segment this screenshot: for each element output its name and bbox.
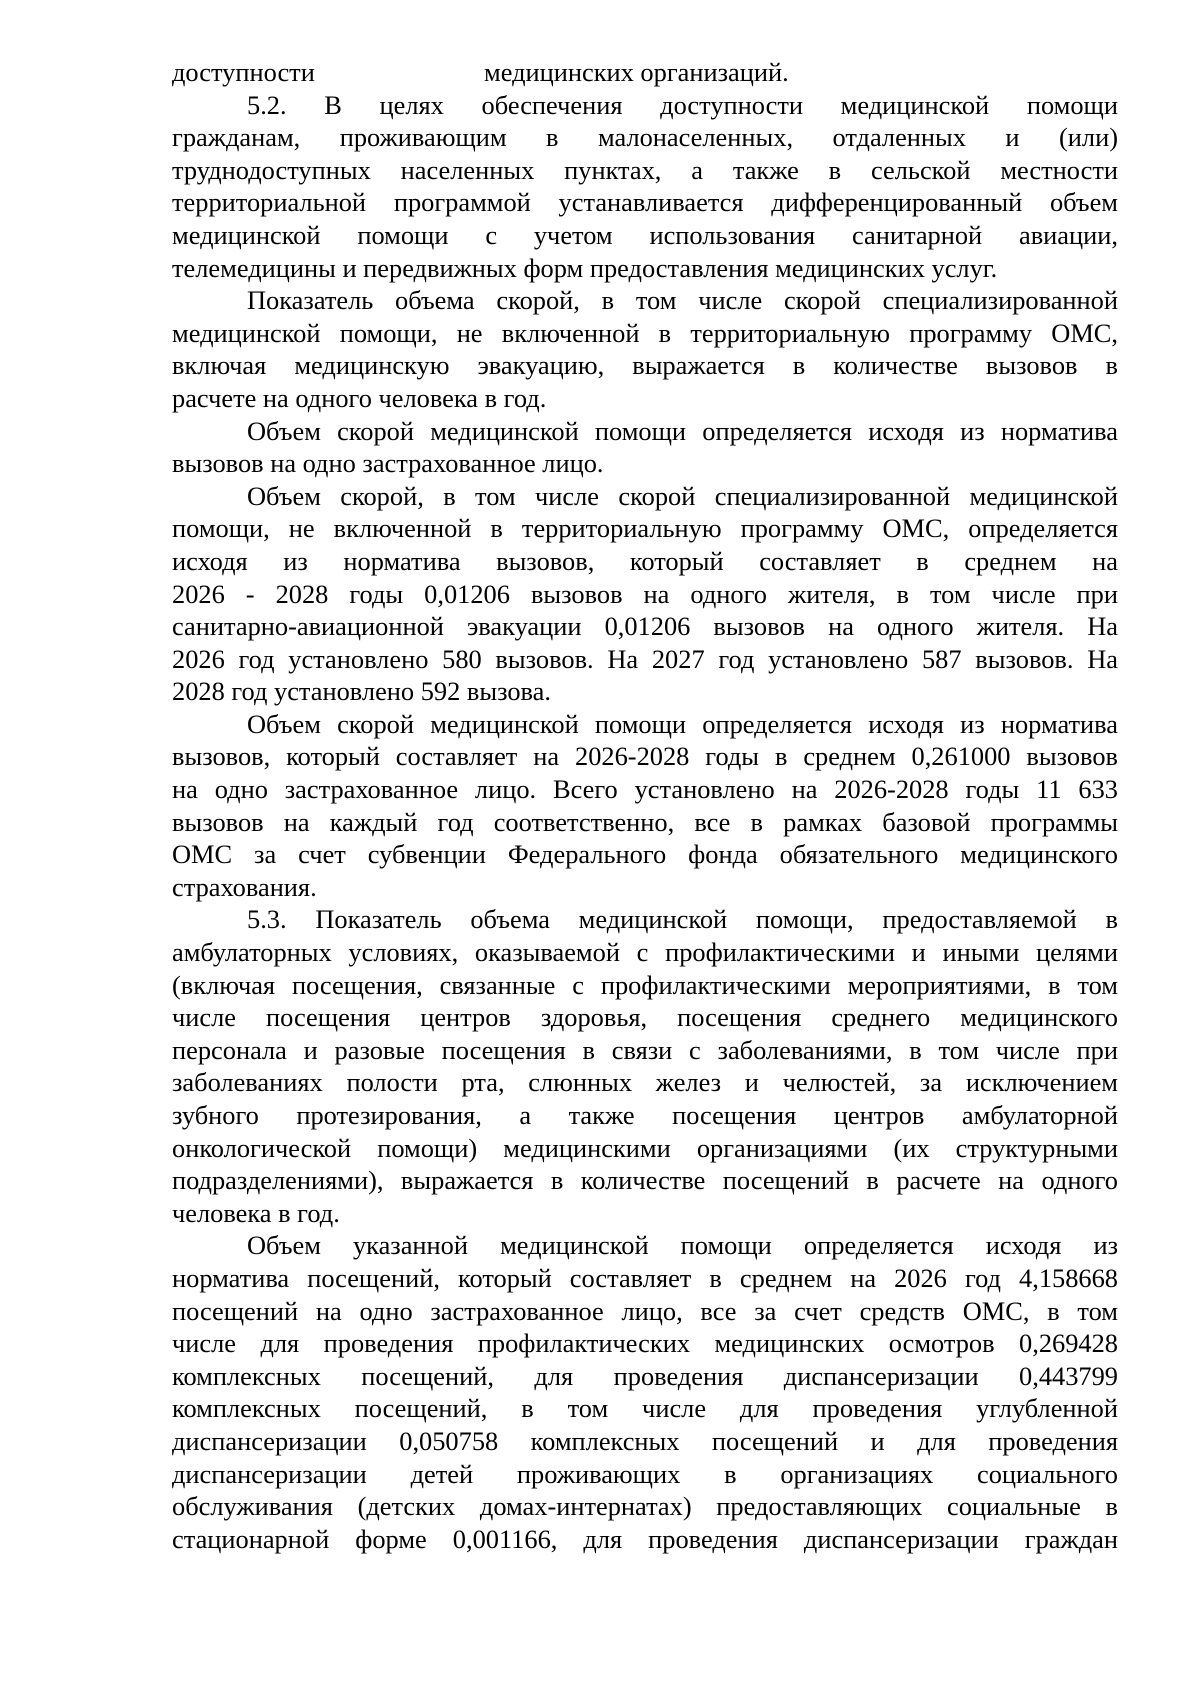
- text-line: гражданам, проживающим в малонаселенных, отдаленных и (или): [172, 122, 1118, 153]
- text-line: расчете на одного человека в год.: [172, 382, 547, 413]
- text-line: числе посещения центров здоровья, посещения среднего медицинского: [172, 1002, 1118, 1033]
- text-line: 5.2. В целях обеспечения доступности медицинской помощи: [247, 89, 1118, 120]
- text-line: на одно застрахованное лицо. Всего установлено на 2026-2028 годы 11 633: [172, 774, 1118, 805]
- text-line: подразделениями), выражается в количестве посещений в расчете на одного: [172, 1165, 1118, 1196]
- text-line: заболеваниях полости рта, слюнных желез и челюстей, за исключением: [172, 1067, 1118, 1098]
- text-line: помощи, не включенной в территориальную программу ОМС, определяется: [172, 513, 1118, 544]
- text-line: вызовов на одно застрахованное лицо.: [172, 448, 604, 479]
- text-line: медицинской помощи с учетом использования санитарной авиации,: [172, 219, 1118, 250]
- text-line: (включая посещения, связанные с профилактическими мероприятиями, в том: [172, 969, 1118, 1000]
- text-line: санитарно-авиационной эвакуации 0,01206 вызовов на одного жителя. На: [172, 611, 1118, 642]
- text-line: телемедицины и передвижных форм предоставления медицинских услуг.: [172, 252, 998, 283]
- text-line: онкологической помощи) медицинскими организациями (их структурными: [172, 1132, 1118, 1163]
- text-line: Объем скорой медицинской помощи определяется исходя из норматива: [247, 708, 1118, 739]
- text-line: диспансеризации 0,050758 комплексных посещений и для проведения: [172, 1425, 1118, 1456]
- text-line: посещений на одно застрахованное лицо, все за счет средств ОМС, в том: [172, 1295, 1118, 1326]
- text-line: 2028 год установлено 592 вызова.: [172, 676, 551, 707]
- text-line: медицинской помощи, не включенной в территориальную программу ОМС,: [172, 317, 1118, 348]
- text-line: Объем указанной медицинской помощи определяется исходя из: [247, 1230, 1118, 1261]
- text-line: Показатель объема скорой, в том числе скорой специализированной: [247, 285, 1118, 316]
- text-line: норматива посещений, который составляет в среднем на 2026 год 4,158668: [172, 1262, 1118, 1293]
- text-line: персонала и разовые посещения в связи с заболеваниями, в том числе при: [172, 1034, 1118, 1065]
- text-line: вызовов, который составляет на 2026-2028 годы в среднем 0,261000 вызовов: [172, 741, 1118, 772]
- text-line: комплексных посещений, для проведения диспансеризации 0,443799: [172, 1360, 1118, 1391]
- text-line: 5.3. Показатель объема медицинской помощи, предоставляемой в: [247, 904, 1118, 935]
- continuation-word-2: медицинских организаций.: [484, 57, 789, 87]
- document-body: [172, 56, 1118, 1555]
- text-line: Объем скорой, в том числе скорой специализированной медицинской: [247, 480, 1118, 511]
- text-line: 2026 год установлено 580 вызовов. На 2027 год установлено 587 вызовов. На: [172, 643, 1118, 674]
- text-line: диспансеризации детей проживающих в организациях социального: [172, 1458, 1118, 1489]
- text-line: обслуживания (детских домах-интернатах) предоставляющих социальные в: [172, 1491, 1118, 1522]
- text-line: числе для проведения профилактических медицинских осмотров 0,269428: [172, 1328, 1118, 1359]
- text-line: комплексных посещений, в том числе для проведения углубленной: [172, 1393, 1118, 1424]
- text-line: страхования.: [172, 871, 317, 902]
- text-line: труднодоступных населенных пунктах, а также в сельской местности: [172, 154, 1118, 185]
- continuation-line: [172, 56, 1118, 89]
- text-line: вызовов на каждый год соответственно, все в рамках базовой программы: [172, 806, 1118, 837]
- text-line: территориальной программой устанавливается дифференцированный объем: [172, 187, 1118, 218]
- text-line: человека в год.: [172, 1197, 340, 1228]
- text-line: амбулаторных условиях, оказываемой с профилактическими и иными целями: [172, 937, 1118, 968]
- text-line: 2026 - 2028 годы 0,01206 вызовов на одного жителя, в том числе при: [172, 578, 1118, 609]
- text-line: стационарной форме 0,001166, для проведения диспансеризации граждан: [172, 1523, 1118, 1554]
- text-line: исходя из норматива вызовов, который составляет в среднем на: [172, 545, 1118, 576]
- text-line: Объем скорой медицинской помощи определяется исходя из норматива: [247, 415, 1118, 446]
- text-line: включая медицинскую эвакуацию, выражается в количестве вызовов в: [172, 350, 1118, 381]
- text-line: зубного протезирования, а также посещения центров амбулаторной: [172, 1100, 1118, 1130]
- text-line: ОМС за счет субвенции Федерального фонда обязательного медицинского: [172, 839, 1118, 870]
- continuation-word-1: доступности: [172, 57, 315, 87]
